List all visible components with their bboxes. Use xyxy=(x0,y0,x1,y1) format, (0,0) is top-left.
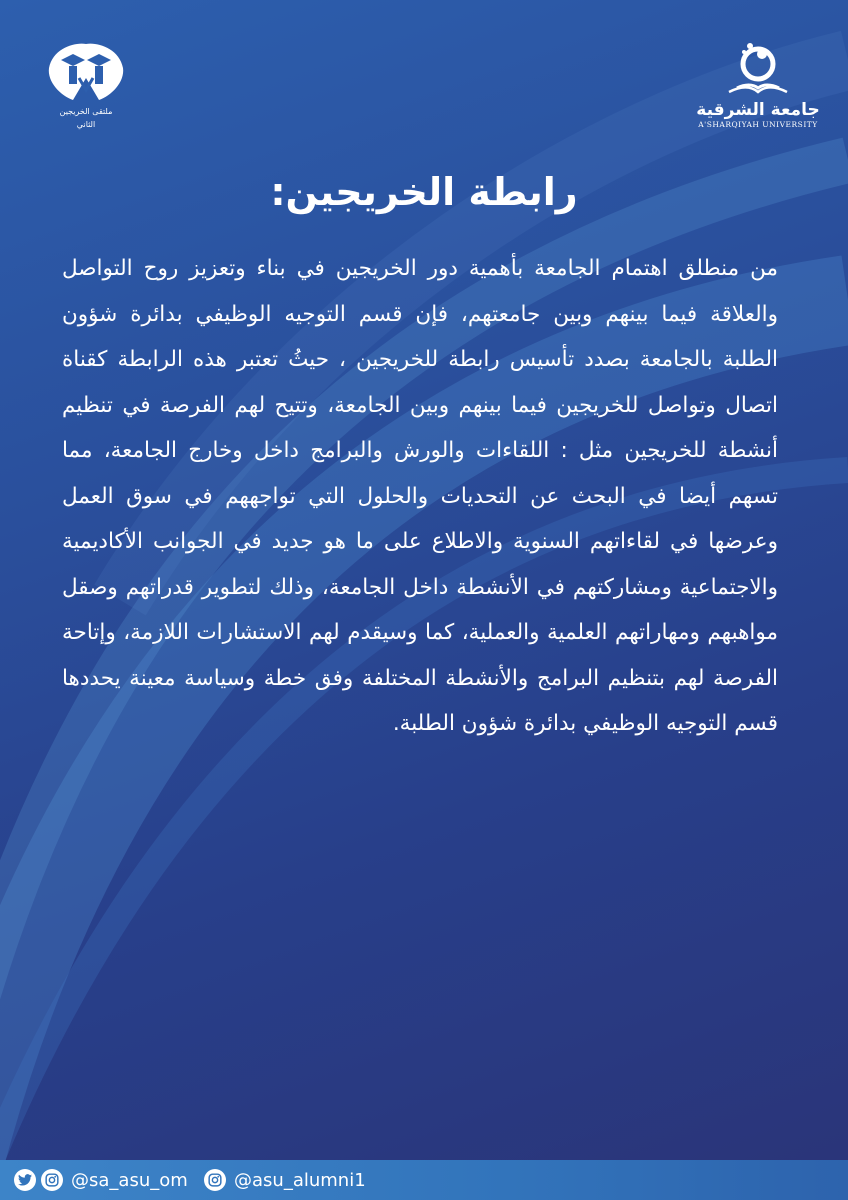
university-name-english: A'SHARQIYAH UNIVERSITY xyxy=(698,120,818,129)
graduates-forum-logo xyxy=(36,38,136,130)
instagram-icon[interactable] xyxy=(41,1169,63,1191)
social-handle-1[interactable]: @sa_asu_om xyxy=(71,1169,188,1191)
graduates-forum-logo-text: ملتقى الخريجين xyxy=(59,107,113,116)
graduates-forum-logo-subtext: الثاني xyxy=(76,120,96,129)
university-logo-icon xyxy=(723,40,793,98)
social-handle-group-2[interactable] xyxy=(204,1168,366,1192)
social-handle-2[interactable]: @asu_alumni1 xyxy=(234,1169,366,1191)
body-paragraph: من منطلق اهتمام الجامعة بأهمية دور الخريجين في بناء وتعزيز روح التواصل والعلاقة فيما بينهم وبين جامعتهم، فإن قسم التوجيه الوظيفي بدائرة شؤون الطلبة بالجامعة بصدد تأسيس رابطة للخريجين ، حيثُ تعتبر هذه الرابطة كقناة اتصال وتواصل للخريجين فيما بينهم وبين الجامعة، وتتيح لهم الفرصة في تنظيم أنشطة للخريجين مثل : اللقاءات والورش والبرامج داخل وخارج الجامعة، مما تسهم أيضا في البحث عن التحديات والحلول التي تواجههم في سوق العمل وعرضها في لقاءاتهم السنوية والاطلاع على ما هو جديد في الجوانب الأكاديمية والاجتماعية ومشاركتهم في الأنشطة داخل الجامعة، وذلك لتطوير قدراتهم وصقل مواهبهم ومهاراتهم العلمية والعملية، كما وسيقدم لهم الاستشارات اللازمة، وإتاحة الفرصة لهم بتنظيم البرامج والأنشطة المختلفة وفق خطة وسياسة معينة يحددها قسم التوجيه الوظيفي بدائرة شؤون الطلبة. xyxy=(62,256,778,736)
twitter-icon[interactable] xyxy=(14,1169,36,1191)
university-name-arabic: جامعة الشرقية xyxy=(696,100,820,120)
university-logo xyxy=(694,40,822,130)
page-title: رابطة الخريجين: xyxy=(270,170,578,214)
instagram-icon[interactable] xyxy=(204,1169,226,1191)
graduates-forum-logo-icon xyxy=(39,38,133,104)
footer-bar xyxy=(0,1160,848,1200)
social-handle-group-1[interactable] xyxy=(14,1168,188,1192)
